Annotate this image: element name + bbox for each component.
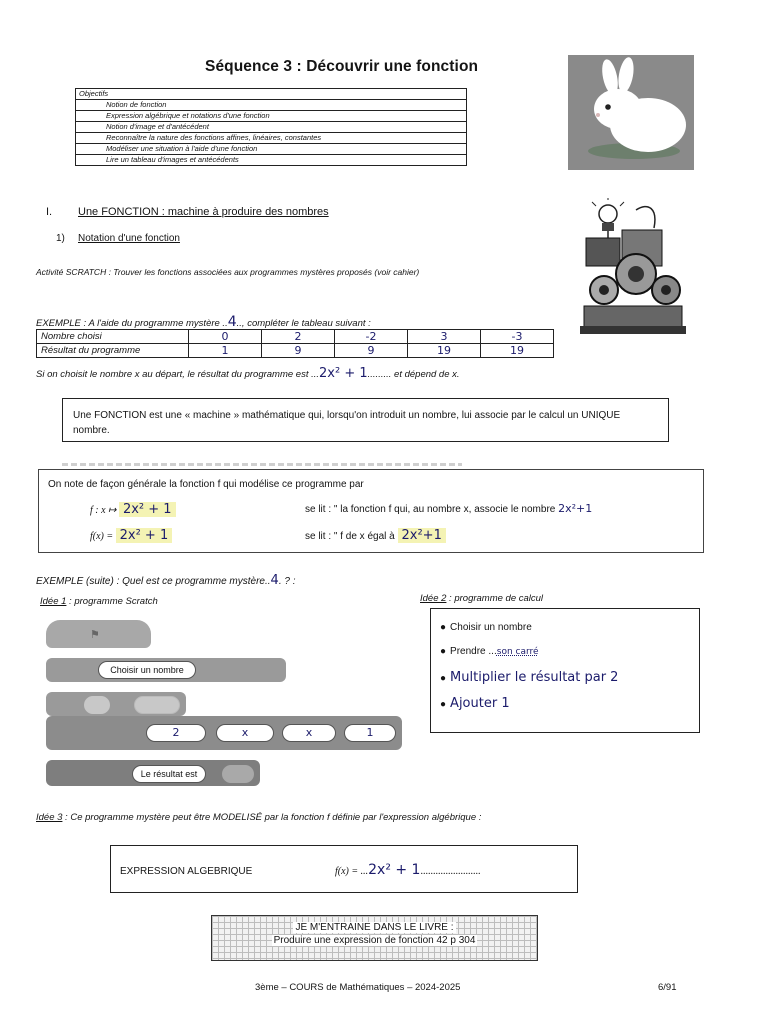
slot-value: x bbox=[305, 726, 313, 739]
page-title: Séquence 3 : Découvrir une fonction bbox=[205, 58, 479, 75]
table-cell: -2 bbox=[335, 330, 408, 344]
handwritten-expression: 2x² + 1 bbox=[119, 502, 176, 517]
section-title: Une FONCTION : machine à produire des nombres bbox=[78, 206, 329, 218]
variable-slot bbox=[84, 696, 110, 714]
scratch-say-block bbox=[46, 760, 260, 786]
calc-step-text: Choisir un nombre bbox=[450, 622, 532, 633]
expression-formula bbox=[335, 862, 480, 878]
subsection-title: Notation d'une fonction bbox=[78, 233, 180, 244]
calc-step-text: Prendre ... bbox=[450, 646, 497, 657]
handwritten-expression: 2x²+1 bbox=[558, 502, 593, 515]
example-text: EXEMPLE (suite) : Quel est ce programme mystère.. bbox=[36, 576, 271, 587]
idea-label: Idée 3 bbox=[36, 812, 63, 823]
objective-item: Notion d'image et d'antécédent bbox=[76, 122, 467, 133]
page-number: 6/91 bbox=[658, 982, 677, 993]
notation-label: f : x ↦ bbox=[90, 505, 117, 516]
handwritten-expression: 2x² + 1 bbox=[368, 862, 421, 878]
section-heading bbox=[46, 206, 329, 218]
idea-label: Idée 2 bbox=[420, 593, 447, 604]
handwritten-number: 4 bbox=[227, 314, 237, 330]
sentence-text: ......... et dépend de x. bbox=[367, 369, 460, 380]
slot-value: 1 bbox=[366, 726, 374, 739]
objective-item: Expression algébrique et notations d'une fonction bbox=[76, 111, 467, 122]
objective-item: Lire un tableau d'images et antécédents bbox=[76, 155, 467, 166]
reading-text: se lit : " f de x égal à bbox=[305, 531, 395, 542]
calc-step-1 bbox=[440, 622, 532, 633]
objectives-table bbox=[75, 88, 467, 166]
objective-item: Modéliser une situation à l'aide d'une fonction bbox=[76, 144, 467, 155]
example-text: . ? : bbox=[278, 576, 296, 587]
say-slot bbox=[222, 765, 254, 783]
objectives-header: Objectifs bbox=[76, 89, 467, 100]
handwritten-number: 4 bbox=[270, 573, 279, 588]
objective-item: Notion de fonction bbox=[76, 100, 467, 111]
calc-step-4 bbox=[440, 696, 510, 711]
divider bbox=[62, 463, 462, 466]
handwritten-step: son carré bbox=[496, 647, 539, 657]
bullet-icon: ● bbox=[440, 646, 447, 657]
handwritten-expression: 2x²+1 bbox=[398, 528, 446, 543]
say-pill: Le résultat est bbox=[132, 765, 206, 783]
formula-label: f(x) = ... bbox=[335, 866, 369, 877]
table-cell: 19 bbox=[481, 344, 554, 358]
idea-label: Idée 1 bbox=[40, 596, 67, 607]
row-label: Résultat du programme bbox=[37, 344, 189, 358]
table-cell: 1 bbox=[189, 344, 262, 358]
scratch-hat-block bbox=[46, 620, 151, 648]
scratch-program bbox=[46, 620, 406, 795]
notation-intro: On note de façon générale la fonction f qui modélise ce programme par bbox=[48, 479, 364, 490]
table-cell: 9 bbox=[335, 344, 408, 358]
values-table bbox=[36, 329, 554, 358]
page-footer: 3ème – COURS de Mathématiques – 2024-2025 bbox=[255, 982, 461, 993]
expression-label: EXPRESSION ALGEBRIQUE bbox=[120, 866, 253, 877]
idea-1-heading bbox=[40, 596, 158, 607]
example-text: .., compléter le tableau suivant : bbox=[236, 318, 371, 329]
idea-text: : Ce programme mystère peut être MODELISÉ par la fonction f définie par l'expression algébrique : bbox=[62, 812, 482, 823]
answer-slot bbox=[134, 696, 180, 714]
example-text: EXEMPLE : A l'aide du programme mystère .. bbox=[36, 318, 228, 329]
handwritten-step: Ajouter 1 bbox=[450, 696, 510, 711]
scratch-set-block bbox=[46, 692, 186, 716]
operator-slot bbox=[282, 724, 336, 742]
calc-step-2 bbox=[440, 646, 539, 657]
definition-box: Une FONCTION est une « machine » mathématique qui, lorsqu'on introduit un nombre, lui associe par le calcul un UNIQUE nombre. bbox=[62, 398, 669, 442]
activity-text: Activité SCRATCH : Trouver les fonctions associées aux programmes mystères proposés (voir cahier) bbox=[36, 267, 420, 277]
slot-value: x bbox=[241, 726, 249, 739]
machine-illustration bbox=[578, 198, 688, 338]
subsection-number: 1) bbox=[56, 233, 65, 244]
idea-3-heading bbox=[36, 812, 481, 823]
example-instruction bbox=[36, 314, 371, 330]
subsection-heading bbox=[56, 233, 180, 244]
objective-item: Reconnaître la nature des fonctions affines, linéaires, constantes bbox=[76, 133, 467, 144]
reading-1 bbox=[305, 502, 592, 515]
rabbit-image bbox=[568, 55, 694, 170]
exercise-heading: JE M'ENTRAINE DANS LE LIVRE : bbox=[295, 922, 454, 933]
dependency-sentence bbox=[36, 366, 460, 381]
table-cell: 0 bbox=[189, 330, 262, 344]
ask-pill: Choisir un nombre bbox=[98, 661, 196, 679]
function-arrow-notation bbox=[90, 502, 176, 517]
exercise-reference: Produire une expression de fonction 42 p 304 bbox=[273, 935, 476, 946]
bullet-icon: ● bbox=[440, 622, 447, 633]
handwritten-step: Multiplier le résultat par 2 bbox=[450, 670, 619, 685]
table-cell: 3 bbox=[408, 330, 481, 344]
table-cell: 2 bbox=[262, 330, 335, 344]
idea-2-heading bbox=[420, 593, 543, 604]
sentence-text: Si on choisit le nombre x au départ, le résultat du programme est ... bbox=[36, 369, 320, 380]
reading-2 bbox=[305, 528, 446, 543]
textbook-exercise-box bbox=[211, 915, 538, 961]
operator-slot bbox=[216, 724, 274, 742]
scratch-ask-block bbox=[46, 658, 286, 682]
section-number: I. bbox=[46, 206, 53, 218]
flag-icon: ⚑ bbox=[90, 629, 100, 641]
table-cell: 9 bbox=[262, 344, 335, 358]
scratch-operator-block bbox=[46, 716, 402, 750]
idea-text: : programme de calcul bbox=[446, 593, 544, 604]
example-suite bbox=[36, 573, 296, 588]
dotted-line: ........................ bbox=[420, 866, 481, 877]
notation-label: f(x) = bbox=[90, 531, 114, 542]
operator-slot bbox=[344, 724, 396, 742]
handwritten-expression: 2x² + 1 bbox=[319, 366, 368, 381]
slot-value: 2 bbox=[172, 726, 180, 739]
idea-text: : programme Scratch bbox=[66, 596, 158, 607]
bullet-icon: ● bbox=[440, 699, 447, 710]
table-cell: 19 bbox=[408, 344, 481, 358]
reading-text: se lit : " la fonction f qui, au nombre x, associe le nombre bbox=[305, 504, 556, 515]
bullet-icon: ● bbox=[440, 673, 447, 684]
handwritten-expression: 2x² + 1 bbox=[116, 528, 173, 543]
operator-slot bbox=[146, 724, 206, 742]
calc-step-3 bbox=[440, 670, 618, 685]
function-equals-notation bbox=[90, 528, 172, 543]
table-cell: -3 bbox=[481, 330, 554, 344]
row-label: Nombre choisi bbox=[37, 330, 189, 344]
